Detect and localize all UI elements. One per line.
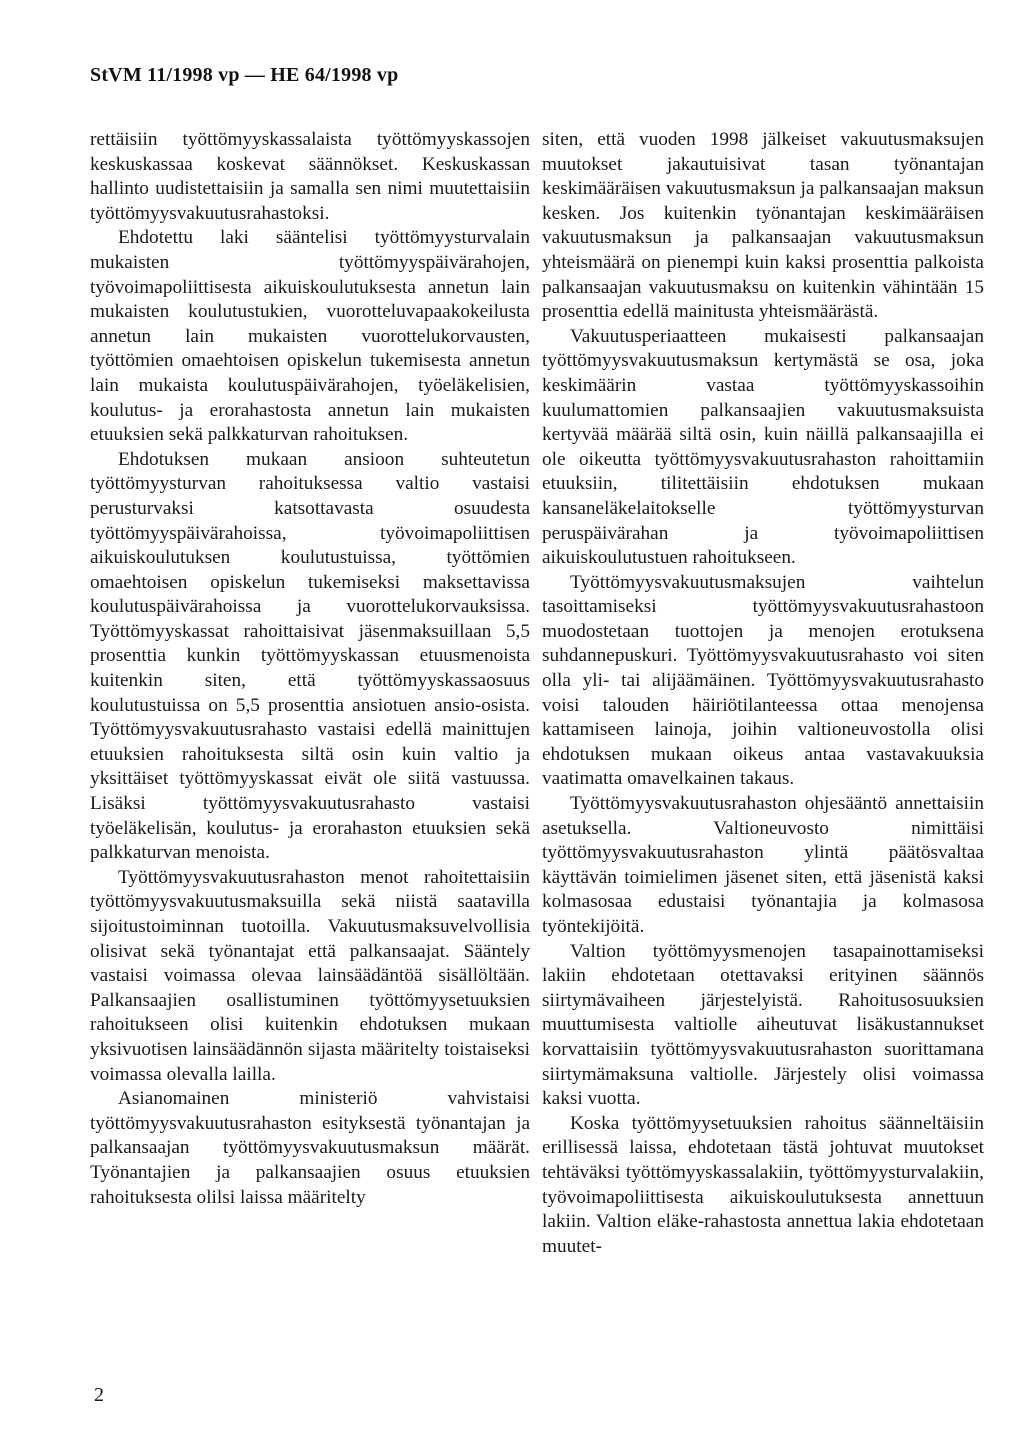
paragraph: Työttömyysvakuutusmaksujen vaihtelun tasoittamiseksi työttömyysvakuutusrahastoon muodostetaan tuottojen ja menojen erotuksena suhdannepuskuri. Työttömyysvakuutusrahasto voi siten olla yli- tai alijäämäinen. Työttömyysvakuutusrahasto voisi talouden häiriötilanteessa ottaa menojensa kattamiseen lainoja, joihin valtioneuvostolla olisi ehdotuksen mukaan oikeus antaa vastavakuuksia vaatimatta omavelkainen takaus. — [542, 571, 984, 790]
page-number: 2 — [94, 1384, 104, 1406]
paragraph: Työttömyysvakuutusrahaston ohjesääntö annettaisiin asetuksella. Valtioneuvosto nimittäisi työttömyysvakuutusrahaston ylintä päätösvaltaa käyttävän toimielimen jäsenet siten, että jäsenistä kaksi kolmasosaa edustaisi työnantajia ja kolmasosa työntekijöitä. — [542, 793, 984, 937]
paragraph: Työttömyysvakuutusrahaston menot rahoitettaisiin työttömyysvakuutusmaksuilla sekä niistä saatavilla sijoitustoiminnan tuotoilla. Vakuutusmaksuvelvollisia olisivat sekä työnantajat että palkansaajat. Sääntely vastaisi voimassa olevaa lainsäädäntöä sisällöltään. Palkansaajien osallistuminen työttömyysetuuksien rahoitukseen olisi kuitenkin ehdotuksen mukaan yksivuotisen lainsäädännön sijasta määritelty toistaiseksi voimassa olevalla lailla. — [90, 866, 530, 1085]
paragraph: Koska työttömyysetuuksien rahoitus säänneltäisiin erillisessä laissa, ehdotetaan tästä johtuvat muutokset tehtäväksi työttömyyskassalakiin, työttömyysturvalakiin, työvoimapoliittisesta aikuiskoulutuksesta annettuun lakiin. Valtion eläke-rahastosta annettua lakia ehdotetaan muutet- — [542, 1112, 984, 1257]
paragraph: Vakuutusperiaatteen mukaisesti palkansaajan työttömyysvakuutusmaksun kertymästä se osa, joka keskimäärin vastaa työttömyyskassoihin kuulumattomien palkansaajien vakuutusmaksuista kertyvää määrää siltä osin, kuin näillä palkansaajilla ei ole oikeutta työttömyysvakuutusrahaston rahoittamiin etuuksiin, tilitettäisiin ehdotuksen mukaan kansaneläkelaitokselle työttömyysturvan peruspäivärahan ja työvoimapoliittisen aikuiskoulutustuen rahoitukseen. — [542, 325, 984, 569]
paragraph: Asianomainen ministeriö vahvistaisi työttömyysvakuutusrahaston esityksestä työnantajan ja palkansaajan työttömyysvakuutusmaksun määrät. Työnantajien ja palkansaajien osuus etuuksien rahoituksesta olilsi laissa määritelty — [90, 1088, 530, 1208]
left-column — [90, 128, 530, 1210]
paragraph: Ehdotettu laki sääntelisi työttömyysturvalain mukaisten työttömyyspäivärahojen, työvoimapoliittisesta aikuiskoulutuksesta annetun lain mukaisten koulutustukien, vuorotteluvapaakokeilusta annetun lain mukaisten vuorottelukorvausten, työttömien omaehtoisen opiskelun tukemisesta annetun lain mukaista koulutuspäivärahojen, työeläkelisien, koulutus- ja erorahastosta annetun lain mukaisten etuuksien sekä palkkaturvan rahoituksen. — [90, 227, 530, 446]
running-header: StVM 11/1998 vp — HE 64/1998 vp — [90, 64, 399, 86]
paragraph: rettäisiin työttömyyskassalaista työttömyyskassojen keskuskassaa koskevat säännökset. Keskuskassan hallinto uudistettaisiin ja samalla sen nimi muutettaisiin työttömyysvakuutusrahastoksi. — [90, 129, 530, 224]
paragraph: siten, että vuoden 1998 jälkeiset vakuutusmaksujen muutokset jakautuisivat tasan työnantajan keskimääräisen vakuutusmaksun ja palkansaajan maksun kesken. Jos kuitenkin työnantajan keskimääräisen vakuutusmaksun ja palkansaajan vakuutusmaksun yhteismäärä on pienempi kuin kaksi prosenttia palkoista palkansaajan vakuutusmaksu on kuitenkin vähintään 15 prosenttia edellä mainitusta yhteismäärästä. — [542, 129, 984, 323]
paragraph: Ehdotuksen mukaan ansioon suhteutetun työttömyysturvan rahoituksessa valtio vastaisi perusturvaksi katsottavasta osuudesta työttömyyspäivärahoissa, työvoimapoliittisen aikuiskoulutuksen koulutustuissa, työttömien omaehtoisen opiskelun tukemiseksi maksettavissa koulutuspäivärahoissa ja vuorottelukorvauksissa. Työttömyyskassat rahoittaisivat jäsenmaksuillaan 5,5 prosenttia kunkin työttömyyskassan etuusmenoista kuitenkin siten, että työttömyyskassaosuus koulutustuissa on 5,5 prosenttia ansiotuen ansio-osista. Työttömyysvakuutusrahasto vastaisi edellä mainittujen etuuksien rahoituksesta siltä osin kuin valtio ja yksittäiset työttömyyskassat eivät ole siitä vastuussa. Lisäksi työttömyysvakuutusrahasto vastaisi työeläkelisän, koulutus- ja erorahaston etuuksien sekä palkkaturvan menoista. — [90, 448, 530, 864]
right-column — [542, 128, 984, 1259]
paragraph: Valtion työttömyysmenojen tasapainottamiseksi lakiin ehdotetaan otettavaksi erityinen säännös siirtymävaiheen järjestelyistä. Rahoitusosuuksien muuttumisesta valtiolle aiheutuvat lisäkustannukset korvattaisiin työttömyysvakuutusrahaston suorittamana siirtymämaksuna valtiolle. Järjestely olisi voimassa kaksi vuotta. — [542, 940, 984, 1110]
